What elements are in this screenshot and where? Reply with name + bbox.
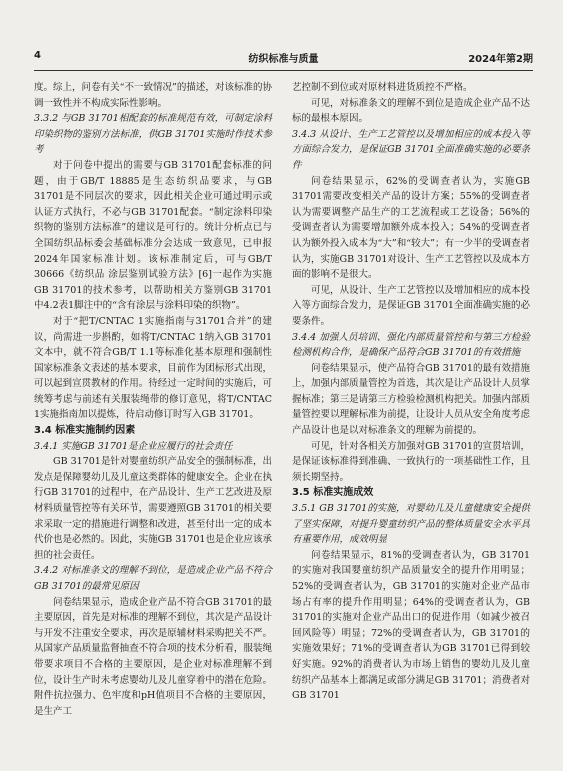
page-number: 4 [34, 50, 41, 61]
right-column [292, 80, 530, 704]
body-paragraph: GB 31701是针对婴童纺织产品安全的强制标准，出发点是保障婴幼儿及儿童这类群体的健康安全。企业在执行GB 31701的过程中，在产品设计、生产工艺改进及原材料质量管控等有关环节，需要遵照GB 31701的相关要求采取一定的措施进行调整和改进，甚至付出一定的成本代价也是必然的。因此，实施GB 31701也是企业应该承担的社会责任。 [34, 456, 272, 561]
issue-label: 2024年第2期 [468, 54, 533, 65]
subsection-heading: 3.4.1 实施GB 31701是企业应履行的社会责任 [34, 440, 233, 452]
left-column [34, 80, 272, 719]
body-paragraph: 对于“把T/CNTAC 1实施指南与31701合并”的建议，尚需进一步斟酌，如将T/CNTAC 1纳入GB 31701文本中，就不符合GB/T 1.1等标准化基本原理和强制性国家标准条文表述的基本要求，目前作为团标形式出现，可以起到宣贯教材的作用。待经过一定时间的实施后，可统筹考虑与前述有关服装绳带的修订意见，将T/CNTAC 1实施指南加以提炼，待启动修订时写入GB 31701。 [34, 315, 272, 421]
section-heading: 3.4 标准实施制约因素 [34, 425, 136, 437]
subsection-heading: 3.4.3 从设计、生产工艺管控以及增加相应的成本投入等方面综合发力，是保证GB 31701全面准确实施的必要条件 [292, 128, 530, 171]
header-rule [34, 70, 533, 71]
body-paragraph: 可见，针对各相关方加强对GB 31701的宣贯培训，是保证该标准得到准确、一致执行的一项基础性工作，且须长期坚持。 [292, 440, 530, 483]
body-paragraph: 艺控制不到位或对原材料进货质控不严格。 [292, 82, 473, 93]
body-paragraph: 问卷结果显示，使产品符合GB 31701的最有效措施上，加强内部质量管控为首选，其次是让产品设计人员掌握标准；第三是请第三方检验检测机构把关。加强内部质量管控要以理解标准为前提，让设计人员从安全角度考虑产品设计也是以对标准条文的理解为前提的。 [292, 362, 530, 437]
subsection-heading: 3.3.2 与GB 31701相配套的标准规范有效，可制定涂料印染织物的鉴别方法标准，供GB 31701实施时作技术参考 [34, 113, 272, 156]
body-paragraph: 问卷结果显示，81%的受调查者认为，GB 31701的实施对我国婴童纺织产品质量安全的提升作用明显；52%的受调查者认为，GB 31701的实施对企业产品市场占有率的提升作用明显；64%的受调查者认为，GB 31701的实施对企业产品出口的促进作用（如减少被召回风险等）明显；72%的受调查者认为，GB 31701的实施效果好；71%的受调查者认为GB 31701已得到较好实施。92%的消费者认为市场上销售的婴幼儿及儿童纺织产品基本上都满足或部分满足GB 31701；消费者对GB 31701 [292, 549, 530, 702]
journal-title: 纺织标准与质量 [248, 54, 319, 65]
body-paragraph: 度。综上，问卷有关“不一致情况”的描述，对该标准的协调一致性并不构成实际性影响。 [34, 82, 272, 109]
body-paragraph: 对于问卷中提出的需要与GB 31701配套标准的问题，由于GB/T 18885是生态纺织品要求，与GB 31701是不同层次的要求，因此相关企业可通过明示或认证方式执行，不必与GB 31701配套。“制定涂料印染织物的鉴别方法标准”的建议是可行的。统计分析点已与全国纺织品标委会基础标准分会达成一致意见，已申报2024年国家标准计划。该标准制定后，可与GB/T 30666《纺织品 涂层鉴别试验方法》[6]一起作为实施GB 31701的技术参考，以帮助相关方鉴别GB 31701中4.2表1脚注中的“含有涂层与涂料印染的织物”。 [34, 159, 272, 312]
body-paragraph: 可见，对标准条文的理解不到位是造成企业产品不达标的最根本原因。 [292, 97, 530, 125]
body-paragraph: 问卷结果显示，62%的受调查者认为，实施GB 31701需要改变相关产品的设计方案；55%的受调查者认为需要调整产品生产的工艺流程或工艺设备；56%的受调查者认为需要增加额外成本投入；54%的受调查者认为额外投入成本为“大”和“较大”；有一少半的受调查者认为，实施GB 31701对设计、生产工艺管控以及成本方面的影响不是很大。 [292, 175, 530, 281]
section-heading: 3.5 标准实施成效 [292, 487, 374, 499]
subsection-heading: 3.5.1 GB 31701的实施，对婴幼儿及儿童健康安全提供了坚实保障，对提升婴童纺织产品的整体质量安全水平具有重要作用，成效明显 [292, 503, 530, 546]
body-paragraph: 可见，从设计、生产工艺管控以及增加相应的成本投入等方面综合发力，是保证GB 31701全面准确实施的必要条件。 [292, 284, 530, 327]
subsection-heading: 3.4.2 对标准条文的理解不到位，是造成企业产品不符合GB 31701的最常见原因 [34, 565, 272, 592]
page-header [34, 50, 533, 66]
subsection-heading: 3.4.4 加强人员培训、强化内部质量管控和与第三方检验检测机构合作，是确保产品符合GB 31701的有效措施 [292, 331, 530, 359]
body-paragraph: 问卷结果显示，造成企业产品不符合GB 31701的最主要原因，首先是对标准的理解不到位，其次是产品设计与开发不注重安全要求，再次是原辅材料采购把关不严。从国家产品质量监督抽查不符合项的技术分析看，服装绳带要求项目不合格的主要原因，是企业对标准理解不到位，设计生产时未考虑婴幼儿及儿童穿着中的潜在危险。附件抗拉强力、色牢度和pH值项目不合格的主要原因，是生产工 [34, 596, 272, 717]
